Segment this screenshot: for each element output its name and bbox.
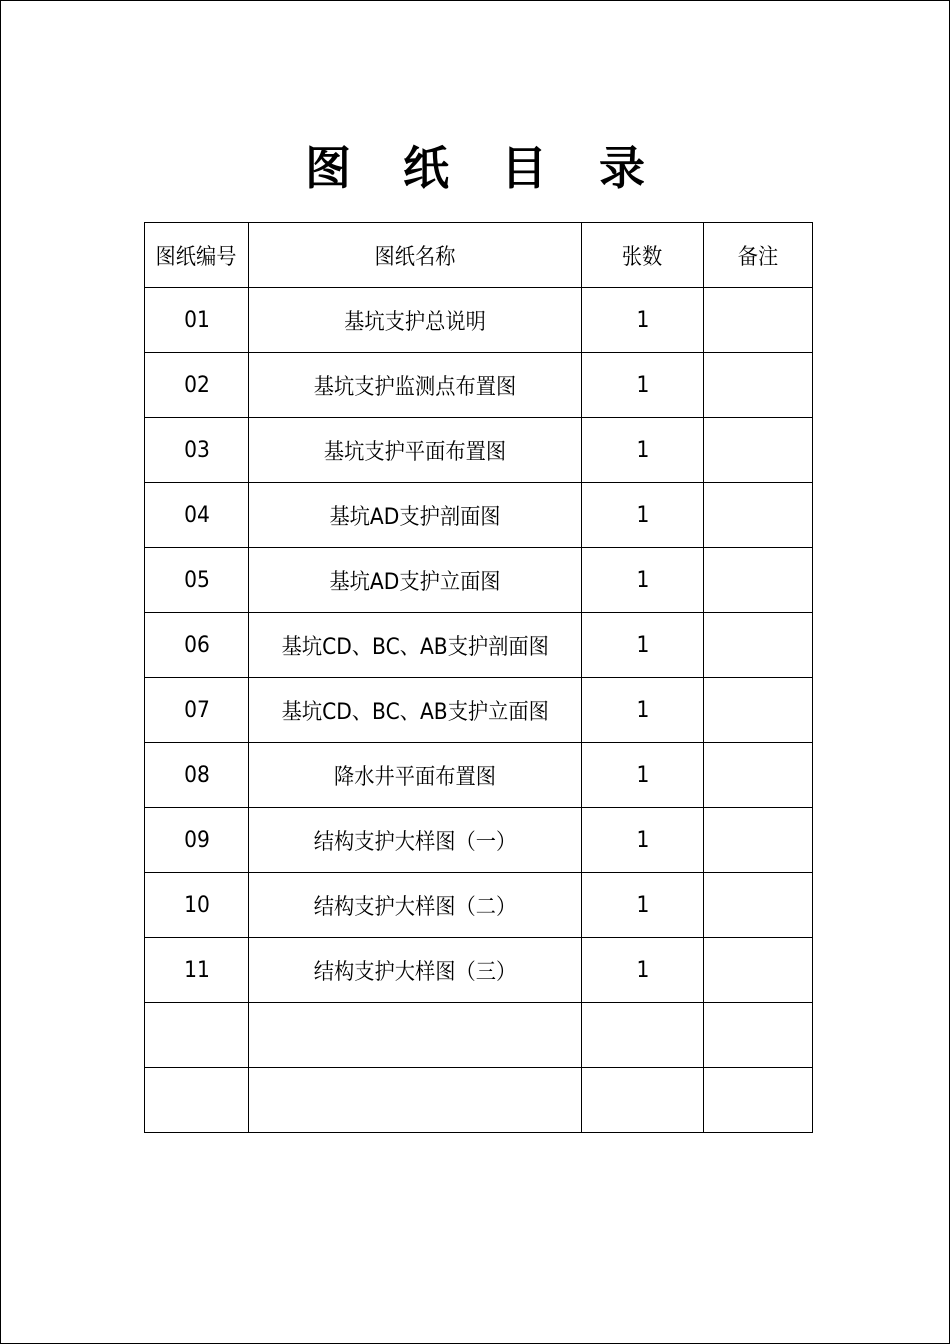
cell-number bbox=[145, 743, 249, 808]
cell-count-text: 1 bbox=[636, 307, 649, 333]
table-row bbox=[145, 743, 813, 808]
table-row bbox=[145, 938, 813, 1003]
cell-name bbox=[249, 483, 582, 548]
cell-count bbox=[582, 1003, 704, 1068]
cell-count bbox=[582, 483, 704, 548]
table-header-row bbox=[145, 223, 813, 288]
cell-number-text: 09 bbox=[183, 827, 210, 853]
cell-note bbox=[704, 1068, 813, 1133]
drawing-catalog-table bbox=[144, 222, 813, 1133]
cell-number-text: 06 bbox=[183, 632, 210, 658]
cell-number bbox=[145, 678, 249, 743]
cell-count-text: 1 bbox=[636, 762, 649, 788]
cell-name-text: 基坑AD支护剖面图 bbox=[329, 504, 501, 530]
table-row bbox=[145, 873, 813, 938]
cell-count bbox=[582, 288, 704, 353]
cell-number bbox=[145, 548, 249, 613]
cell-count bbox=[582, 613, 704, 678]
table-row bbox=[145, 613, 813, 678]
cell-number bbox=[145, 353, 249, 418]
cell-count-text: 1 bbox=[636, 632, 649, 658]
cell-name bbox=[249, 938, 582, 1003]
cell-number bbox=[145, 808, 249, 873]
cell-count-text: 1 bbox=[636, 892, 649, 918]
cell-name-text: 基坑AD支护立面图 bbox=[329, 569, 501, 595]
cell-count-text: 1 bbox=[636, 502, 649, 528]
cell-name-text: 基坑CD、BC、AB支护剖面图 bbox=[281, 634, 549, 660]
cell-count-text: 1 bbox=[636, 567, 649, 593]
cell-count-text: 1 bbox=[636, 697, 649, 723]
cell-name bbox=[249, 288, 582, 353]
cell-number-text: 10 bbox=[183, 892, 210, 918]
cell-count-text: 1 bbox=[636, 372, 649, 398]
cell-number-text: 02 bbox=[183, 372, 210, 398]
cell-name-text: 基坑支护平面布置图 bbox=[323, 439, 507, 465]
cell-note bbox=[704, 1003, 813, 1068]
cell-note bbox=[704, 288, 813, 353]
header-number: 图纸编号 bbox=[145, 223, 249, 288]
page-title: 图 纸 目 录 bbox=[304, 141, 664, 195]
cell-number-text: 03 bbox=[183, 437, 210, 463]
table-row bbox=[145, 1068, 813, 1133]
table-row bbox=[145, 808, 813, 873]
cell-name bbox=[249, 678, 582, 743]
cell-count-text: 1 bbox=[636, 437, 649, 463]
cell-number bbox=[145, 288, 249, 353]
cell-name-text: 基坑支护监测点布置图 bbox=[313, 374, 517, 400]
cell-count-text: 1 bbox=[636, 957, 649, 983]
cell-number bbox=[145, 873, 249, 938]
cell-count bbox=[582, 743, 704, 808]
cell-number bbox=[145, 1068, 249, 1133]
cell-count-text: 1 bbox=[636, 827, 649, 853]
table-row bbox=[145, 288, 813, 353]
cell-note bbox=[704, 548, 813, 613]
cell-name bbox=[249, 1068, 582, 1133]
cell-note bbox=[704, 418, 813, 483]
cell-name-text: 结构支护大样图（一） bbox=[313, 829, 517, 855]
cell-count bbox=[582, 1068, 704, 1133]
header-count: 张数 bbox=[582, 223, 704, 288]
table-row bbox=[145, 483, 813, 548]
cell-count bbox=[582, 418, 704, 483]
cell-note bbox=[704, 353, 813, 418]
cell-note bbox=[704, 678, 813, 743]
cell-name bbox=[249, 548, 582, 613]
cell-count bbox=[582, 678, 704, 743]
cell-count bbox=[582, 548, 704, 613]
cell-note bbox=[704, 873, 813, 938]
cell-number-text: 11 bbox=[183, 957, 210, 983]
cell-number bbox=[145, 418, 249, 483]
cell-number-text: 04 bbox=[183, 502, 210, 528]
cell-name-text: 结构支护大样图（三） bbox=[313, 959, 517, 985]
header-note: 备注 bbox=[704, 223, 813, 288]
cell-name-text: 基坑支护总说明 bbox=[344, 309, 486, 335]
cell-name-text: 降水井平面布置图 bbox=[334, 764, 496, 790]
cell-name bbox=[249, 743, 582, 808]
table-body bbox=[145, 288, 813, 1133]
header-name: 图纸名称 bbox=[249, 223, 582, 288]
cell-name bbox=[249, 613, 582, 678]
cell-note bbox=[704, 938, 813, 1003]
cell-name-text: 结构支护大样图（二） bbox=[313, 894, 517, 920]
cell-name bbox=[249, 808, 582, 873]
table-row bbox=[145, 548, 813, 613]
cell-name bbox=[249, 353, 582, 418]
cell-count bbox=[582, 353, 704, 418]
table-row bbox=[145, 418, 813, 483]
cell-note bbox=[704, 483, 813, 548]
cell-number bbox=[145, 483, 249, 548]
cell-name bbox=[249, 418, 582, 483]
cell-number-text: 01 bbox=[183, 307, 210, 333]
cell-number-text: 05 bbox=[183, 567, 210, 593]
table-row bbox=[145, 1003, 813, 1068]
cell-number-text: 07 bbox=[183, 697, 210, 723]
cell-number bbox=[145, 938, 249, 1003]
cell-number-text: 08 bbox=[183, 762, 210, 788]
cell-number bbox=[145, 1003, 249, 1068]
cell-count bbox=[582, 873, 704, 938]
table-row bbox=[145, 353, 813, 418]
table-row bbox=[145, 678, 813, 743]
cell-note bbox=[704, 613, 813, 678]
cell-note bbox=[704, 808, 813, 873]
cell-note bbox=[704, 743, 813, 808]
cell-count bbox=[582, 938, 704, 1003]
cell-count bbox=[582, 808, 704, 873]
cell-name bbox=[249, 1003, 582, 1068]
cell-number bbox=[145, 613, 249, 678]
cell-name bbox=[249, 873, 582, 938]
cell-name-text: 基坑CD、BC、AB支护立面图 bbox=[281, 699, 549, 725]
